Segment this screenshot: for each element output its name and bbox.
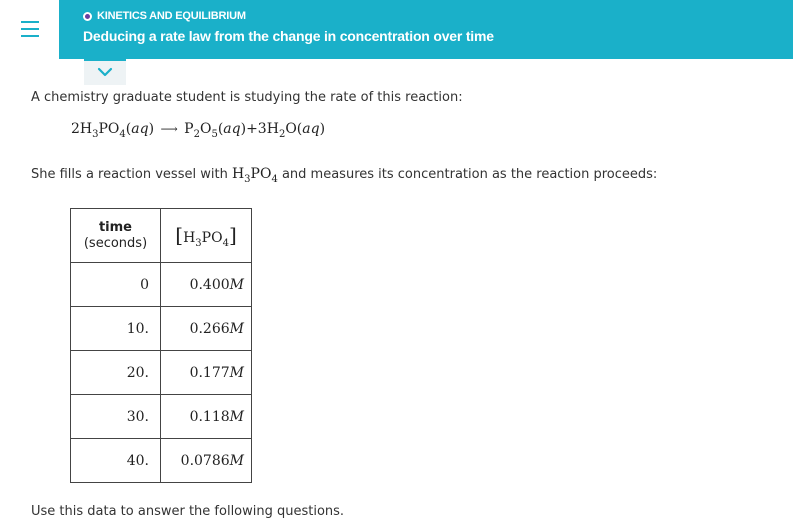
time-cell: 30.: [71, 395, 161, 439]
time-header: time (seconds): [71, 209, 161, 263]
concentration-cell: 0.400M: [161, 263, 252, 307]
instruction-text: She fills a reaction vessel with $H_3PO_4$ and measures its concentration as the reaction proceeds:: [31, 166, 658, 185]
phase-label: aq: [131, 121, 149, 137]
table-row: [71, 439, 252, 483]
time-cell: 20.: [71, 351, 161, 395]
table-row: [71, 351, 252, 395]
time-cell: 0: [71, 263, 161, 307]
arrow-icon: ⟶: [160, 122, 178, 136]
page-title: Deducing a rate law from the change in concentration over time: [83, 28, 494, 44]
time-cell: 10.: [71, 307, 161, 351]
header-bar: [0, 0, 793, 59]
hamburger-menu-icon[interactable]: [0, 0, 59, 59]
footer-text: Use this data to answer the following questions.: [31, 504, 345, 519]
chevron-down-icon: [97, 66, 113, 78]
table-header-row: [71, 209, 252, 263]
table-row: [71, 395, 252, 439]
expand-button[interactable]: [84, 59, 126, 85]
reactant-formula: $H_3PO_4$: [79, 121, 126, 140]
concentration-header: $[H_3PO_4]$: [161, 209, 252, 263]
topic-label: KINETICS AND EQUILIBRIUM: [97, 10, 246, 22]
product2-formula: $H_2O$: [266, 121, 297, 140]
product2-coefficient: 3: [257, 121, 267, 137]
topic-row: [83, 10, 246, 22]
concentration-cell: 0.118M: [161, 395, 252, 439]
concentration-cell: 0.177M: [161, 351, 252, 395]
concentration-table: [70, 208, 252, 483]
time-cell: 40.: [71, 439, 161, 483]
table-row: [71, 307, 252, 351]
reaction-equation: $2H_3PO_4(aq)$ ⟶ $P_2O_5(aq)+3H_2O(aq)$: [71, 121, 326, 140]
product1-formula: $P_2O_5$: [184, 121, 218, 140]
reactant-coefficient: 2: [71, 121, 80, 137]
concentration-cell: 0.266M: [161, 307, 252, 351]
table-row: [71, 263, 252, 307]
instruction-formula: $H_3PO_4$: [231, 166, 278, 185]
concentration-cell: 0.0786M: [161, 439, 252, 483]
circle-icon: [83, 12, 92, 21]
intro-text: A chemistry graduate student is studying the rate of this reaction:: [31, 90, 463, 105]
